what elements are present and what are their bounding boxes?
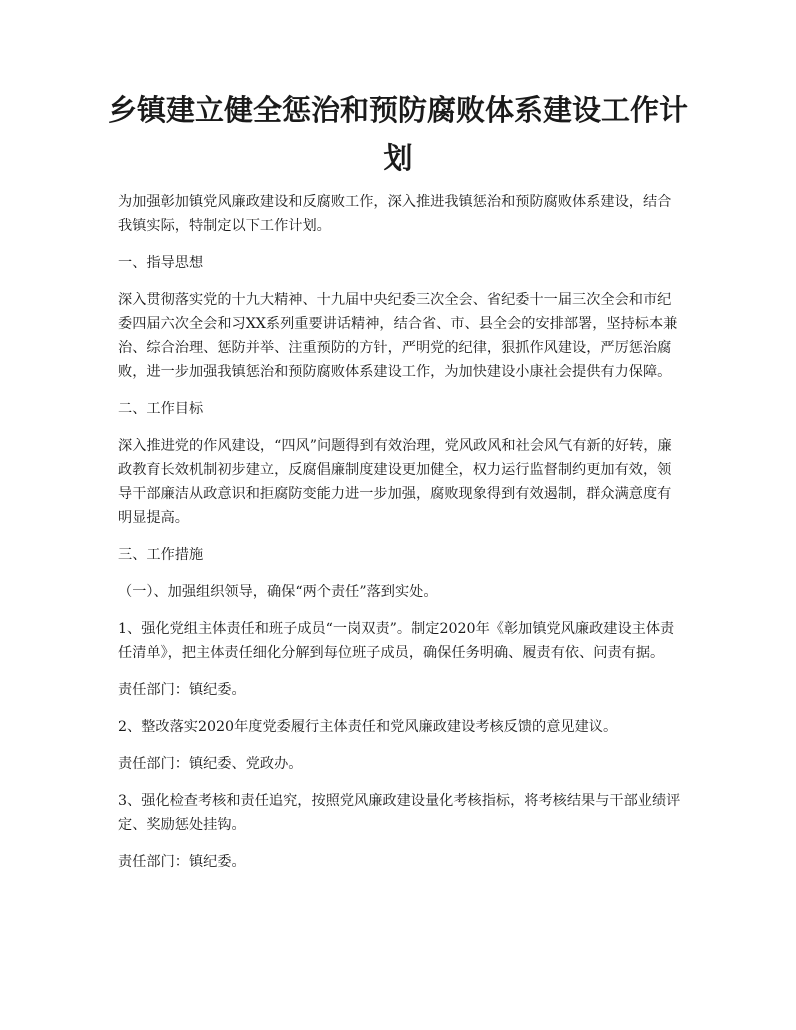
work-goals-paragraph: 深入推进党的作风建设，“四风”问题得到有效治理，党风政风和社会风气有新的好转，廉政教育长效机制初步建立，反腐倡廉制度建设更加健全，权力运行监督制约更加有效，领导干部廉洁从政意识和拒腐防变能力进一步加强，腐败现象得到有效遏制，群众满意度有明显提高。	[118, 438, 672, 526]
responsible-dept-3: 责任部门：镇纪委。	[118, 854, 246, 870]
document-body	[118, 190, 684, 887]
measure-item-1: 1、强化党组主体责任和班子成员“一岗双责”。制定2020年《彰加镇党风廉政建设主体责任清单》，把主体责任细化分解到每位班子成员，确保任务明确、履责有依、问责有据。	[118, 621, 675, 661]
measure-item-3: 3、强化检查考核和责任追究，按照党风廉政建设量化考核指标，将考核结果与干部业绩评定、奖励惩处挂钩。	[118, 793, 681, 833]
intro-paragraph: 为加强彰加镇党风廉政建设和反腐败工作，深入推进我镇惩治和预防腐败体系建设，结合我镇实际，特制定以下工作计划。	[118, 194, 672, 234]
section-heading-work-goals: 二、工作目标	[118, 401, 204, 417]
section-heading-guiding-thought: 一、指导思想	[118, 255, 204, 271]
document-title: 乡镇建立健全惩治和预防腐败体系建设工作计划	[107, 93, 688, 175]
section-heading-work-measures: 三、工作措施	[118, 547, 204, 563]
subsection-heading-1: （一）、加强组织领导，确保“两个责任”落到实处。	[118, 584, 438, 600]
measure-item-2: 2、整改落实2020年度党委履行主体责任和党风廉政建设考核反馈的意见建议。	[118, 719, 618, 735]
guiding-thought-paragraph: 深入贯彻落实党的十九大精神、十九届中央纪委三次全会、省纪委十一届三次全会和市纪委四届六次全会和习XX系列重要讲话精神，结合省、市、县全会的安排部署，坚持标本兼治、综合治理、惩防并举、注重预防的方针，严明党的纪律，狠抓作风建设，严厉惩治腐败，进一步加强我镇惩治和预防腐败体系建设工作，为加快建设小康社会提供有力保障。	[118, 292, 678, 380]
responsible-dept-2: 责任部门：镇纪委、党政办。	[118, 756, 303, 772]
responsible-dept-1: 责任部门：镇纪委。	[118, 682, 246, 698]
